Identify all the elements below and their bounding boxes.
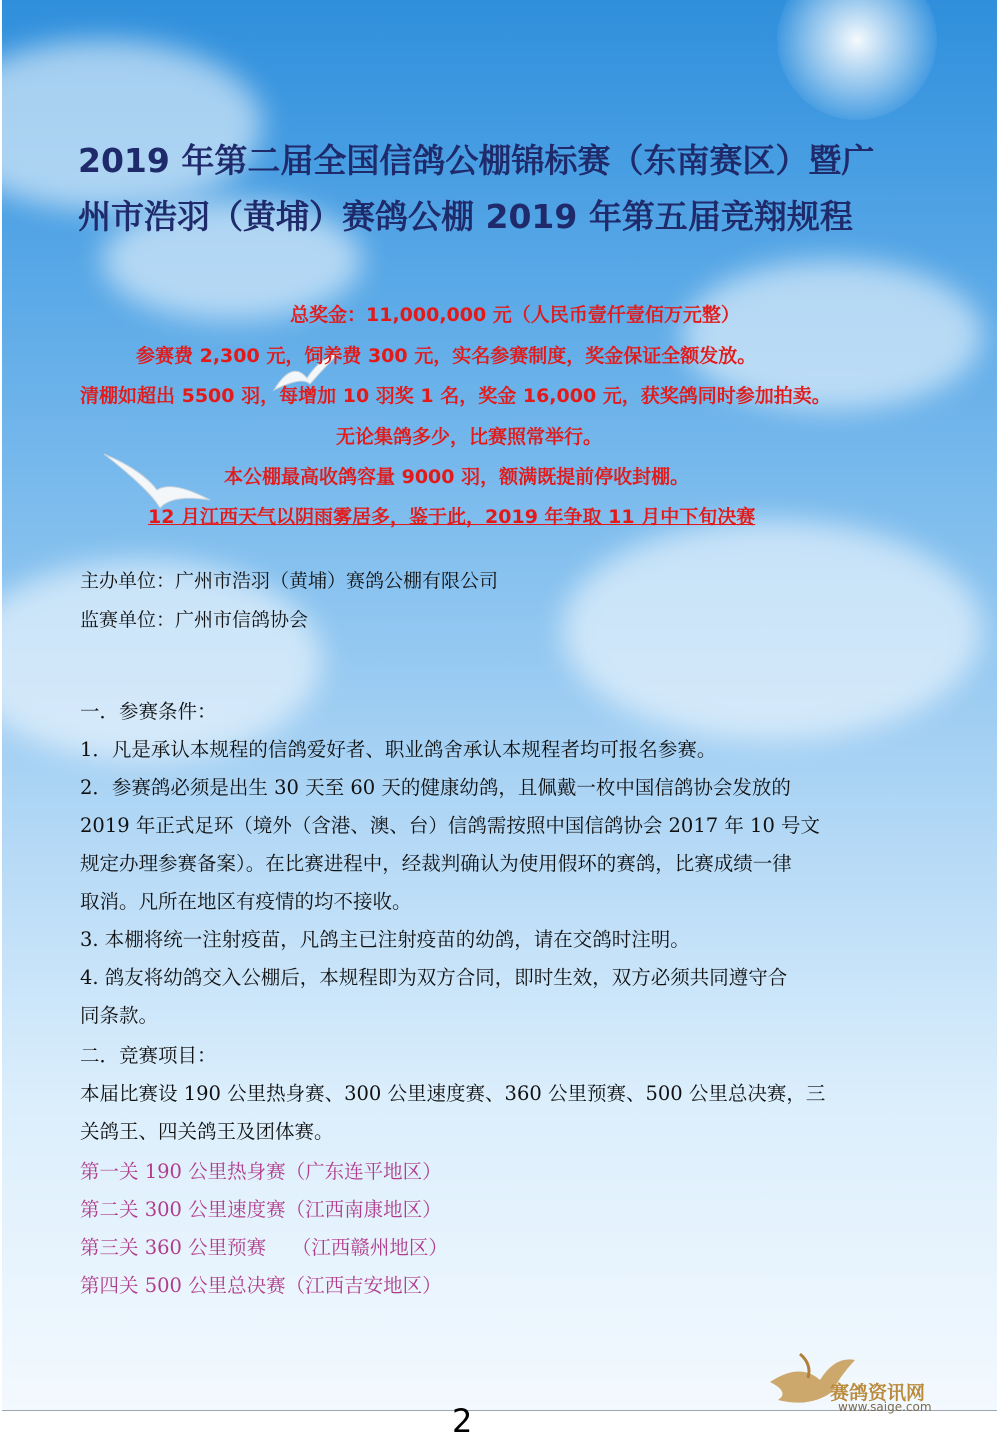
capacity-note: 本公棚最高收鸽容量 9000 羽，额满既提前停收封棚。 — [224, 466, 690, 488]
supervising-organizer: 监赛单位：广州市信鸽协会 — [80, 609, 309, 631]
rule-item: 取消。凡所在地区有疫情的均不接收。 — [80, 890, 412, 913]
section-heading: 二．竞赛项目： — [80, 1044, 217, 1067]
extra-prize-rule: 清棚如超出 5500 羽，每增加 10 羽奖 1 名，奖金 16,000 元，获奖鸽同时参加拍卖。 — [80, 385, 831, 407]
rule-item: 规定办理参赛备案）。在比赛进程中，经裁判确认为使用假环的赛鸽，比赛成绩一律 — [80, 852, 792, 875]
page-title — [78, 133, 938, 245]
race-intro: 关鸽王、四关鸽王及团体赛。 — [80, 1120, 334, 1143]
race-stage: 第二关 300 公里速度赛（江西南康地区） — [80, 1198, 442, 1221]
entry-fee: 参赛费 2,300 元，饲养费 300 元，实名参赛制度，奖金保证全额发放。 — [136, 345, 757, 367]
site-logo-name: 赛鸽资讯网 — [830, 1382, 926, 1404]
page-number: 2 — [452, 1402, 473, 1440]
rule-item: 4. 鸽友将幼鸽交入公棚后，本规程即为双方合同，即时生效，双方必须共同遵守合 — [80, 966, 788, 989]
site-logo-url: www.saige.com — [838, 1400, 932, 1414]
prize-total: 总奖金：11,000,000 元（人民币壹仟壹佰万元整） — [290, 304, 740, 326]
rule-item: 2．参赛鸽必须是出生 30 天至 60 天的健康幼鸽，且佩戴一枚中国信鸽协会发放的 — [80, 776, 791, 799]
section-heading: 一．参赛条件： — [80, 700, 217, 723]
title-line-1: 2019 年第二届全国信鸽公棚锦标赛（东南赛区）暨广 — [78, 141, 875, 180]
sun-glow — [777, 0, 937, 120]
rule-item: 2019 年正式足环（境外（含港、澳、台）信鸽需按照中国信鸽协会 2017 年 10 号文 — [80, 814, 821, 837]
race-intro: 本届比赛设 190 公里热身赛、300 公里速度赛、360 公里预赛、500 公里总决赛，三 — [80, 1082, 826, 1105]
host-organizer: 主办单位：广州市浩羽（黄埔）赛鸽公棚有限公司 — [80, 570, 499, 592]
title-line-2: 州市浩羽（黄埔）赛鸽公棚 2019 年第五届竞翔规程 — [78, 197, 853, 236]
race-guarantee: 无论集鸽多少，比赛照常举行。 — [336, 426, 603, 448]
final-schedule-note: 12 月江西天气以阴雨雾居多，鉴于此，2019 年争取 11 月中下旬决赛 — [148, 506, 756, 528]
rule-item: 1．凡是承认本规程的信鸽爱好者、职业鸽舍承认本规程者均可报名参赛。 — [80, 738, 717, 761]
cloud-decoration — [562, 520, 982, 740]
race-stage: 第一关 190 公里热身赛（广东连平地区） — [80, 1160, 442, 1183]
race-stage: 第三关 360 公里预赛 （江西赣州地区） — [80, 1236, 448, 1259]
rule-item: 3. 本棚将统一注射疫苗，凡鸽主已注射疫苗的幼鸽，请在交鸽时注明。 — [80, 928, 690, 951]
rule-item: 同条款。 — [80, 1004, 159, 1027]
race-stage: 第四关 500 公里总决赛（江西吉安地区） — [80, 1274, 442, 1297]
